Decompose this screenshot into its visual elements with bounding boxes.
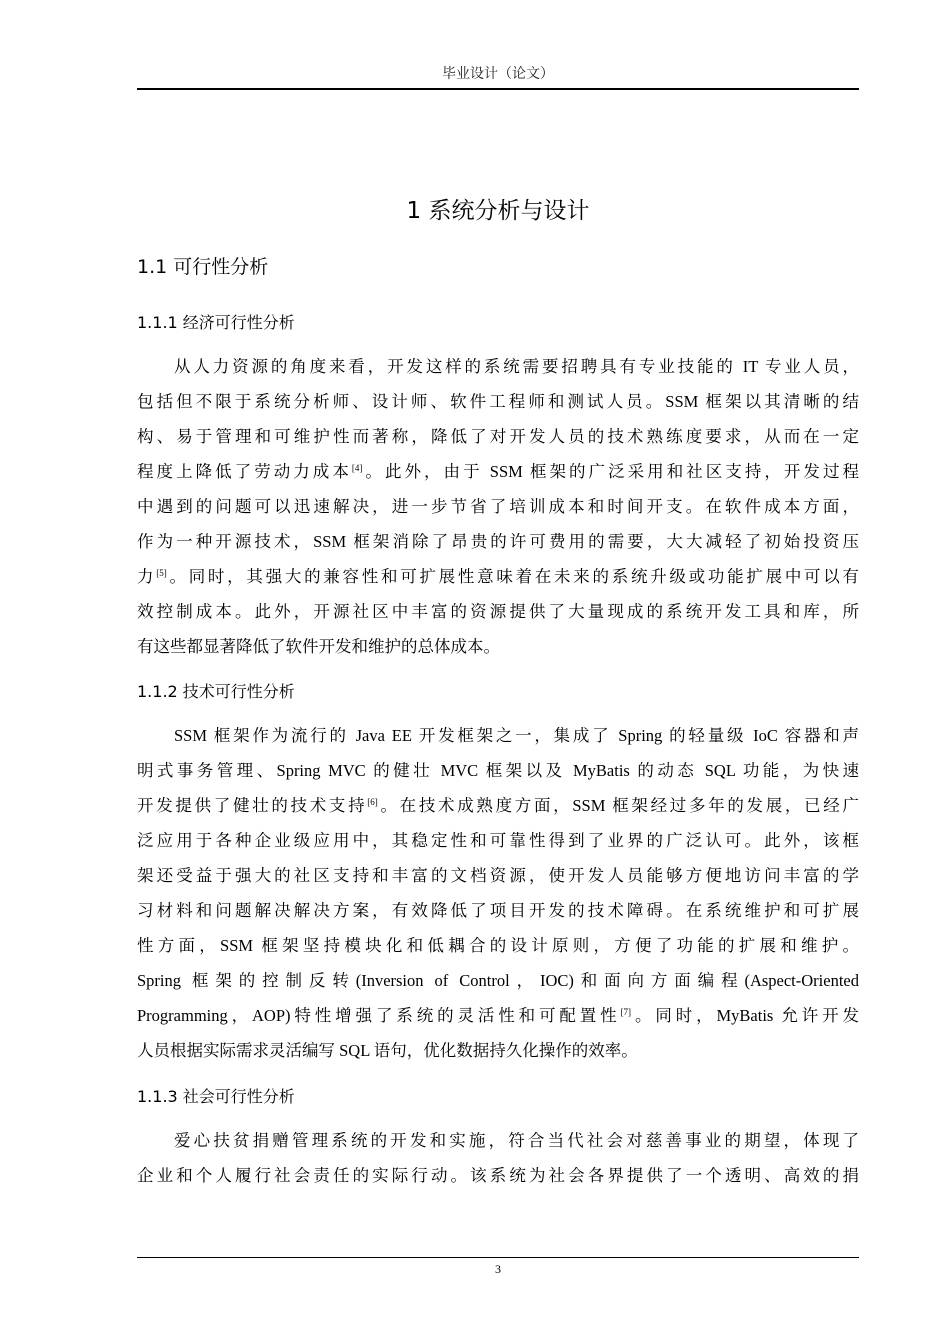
paragraph-line: 作为一种开源技术，SSM 框架消除了昂贵的许可费用的需要，大大减轻了初始投资压 <box>137 532 859 551</box>
section-title: 1.1 可行性分析 <box>137 256 269 278</box>
paragraph-line: 构、易于管理和可维护性而著称，降低了对开发人员的技术熟练度要求，从而在一定 <box>137 427 859 446</box>
paragraph-line <box>137 794 859 818</box>
paragraph-line: 包括但不限于系统分析师、设计师、软件工程师和测试人员。SSM 框架以其清晰的结 <box>137 392 859 411</box>
paragraph-line: 人员根据实际需求灵活编写 SQL 语句，优化数据持久化操作的效率。 <box>137 1041 638 1060</box>
paragraph-line <box>137 565 859 589</box>
paragraph-line: 企业和个人履行社会责任的实际行动。该系统为社会各界提供了一个透明、高效的捐 <box>137 1166 859 1185</box>
text: 。同时，其强大的兼容性和可扩展性意味着在未来的系统升级或功能扩展中可以有 <box>166 567 860 586</box>
paragraph-line <box>137 460 859 484</box>
chapter-title: 1 系统分析与设计 <box>406 198 590 224</box>
citation-7[interactable]: [7] <box>620 1007 632 1017</box>
text: 。在技术成熟度方面，SSM 框架经过多年的发展，已经广 <box>377 796 859 815</box>
subsection-title-technical: 1.1.2 技术可行性分析 <box>137 682 295 701</box>
text: 程度上降低了劳动力成本 <box>137 462 352 481</box>
citation-5[interactable]: [5] <box>156 568 167 578</box>
footer-rule <box>137 1257 859 1258</box>
paragraph-line: 习材料和问题解决解决方案，有效降低了项目开发的技术障碍。在系统维护和可扩展 <box>137 901 859 920</box>
paragraph-line: 架还受益于强大的社区支持和丰富的文档资源，使开发人员能够方便地访问丰富的学 <box>137 866 859 885</box>
subsection-title-economic: 1.1.1 经济可行性分析 <box>137 313 295 332</box>
text: 。此外，由于 SSM 框架的广泛采用和社区支持，开发过程 <box>362 462 859 481</box>
paragraph-line: 泛应用于各种企业级应用中，其稳定性和可靠性得到了业界的广泛认可。此外，该框 <box>137 831 859 850</box>
paragraph-line: 从人力资源的角度来看，开发这样的系统需要招聘具有专业技能的 IT 专业人员， <box>174 357 859 376</box>
page-number: 3 <box>495 1262 501 1276</box>
paragraph-line: 中遇到的问题可以迅速解决，进一步节省了培训成本和时间开支。在软件成本方面， <box>137 497 859 516</box>
paragraph-line: SSM 框架作为流行的 Java EE 开发框架之一，集成了 Spring 的轻量级 IoC 容器和声 <box>174 726 859 745</box>
text: 开发提供了健壮的技术支持 <box>137 796 368 815</box>
header-rule <box>137 88 859 90</box>
text: 力 <box>137 567 157 586</box>
paragraph-line: 爱心扶贫捐赠管理系统的开发和实施，符合当代社会对慈善事业的期望，体现了 <box>174 1131 859 1150</box>
paragraph-line: 性方面，SSM 框架坚持模块化和低耦合的设计原则，方便了功能的扩展和维护。 <box>137 936 859 955</box>
paragraph-line: Spring 框架的控制反转(Inversion of Control，IOC)和面向方面编程(Aspect-Oriented <box>137 971 859 990</box>
citation-4[interactable]: [4] <box>351 463 363 473</box>
paragraph-line: 明式事务管理、Spring MVC 的健壮 MVC 框架以及 MyBatis 的动态 SQL 功能，为快速 <box>137 761 859 780</box>
text: Programming，AOP)特性增强了系统的灵活性和可配置性 <box>137 1006 621 1025</box>
paragraph-line: 效控制成本。此外，开源社区中丰富的资源提供了大量现成的系统开发工具和库，所 <box>137 602 859 621</box>
subsection-title-social: 1.1.3 社会可行性分析 <box>137 1087 295 1106</box>
paragraph-line <box>137 1004 859 1028</box>
citation-6[interactable]: [6] <box>367 797 378 807</box>
running-header: 毕业设计（论文） <box>442 67 554 82</box>
text: 。同时，MyBatis 允许开发 <box>631 1006 859 1025</box>
paragraph-line: 有这些都显著降低了软件开发和维护的总体成本。 <box>137 637 500 656</box>
